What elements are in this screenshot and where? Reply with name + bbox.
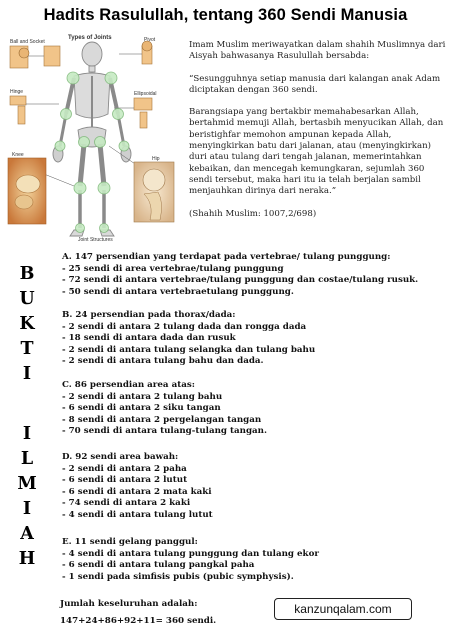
figure-label-ellipsoidal: Ellipsoidal xyxy=(134,91,157,97)
list-item: - 2 sendi di antara tulang bahu dan dada. xyxy=(62,356,264,366)
quote-paragraph-2: Barangsiapa yang bertakbir memahabesarkan Allah, bertahmid memuji Allah, bertasbih menyucikan Allah, dan beristighfar memohon ampunan kepada Allah, menyingkirkan batu dari jalanan, atau (menyingkirkan) duri atau tulang dari tengah jalanan, memerintahkan kebaikan, dan mencegah kemungkaran, sejumlah 360 sendi tersebut, maka hari itu ia telah berjalan sambil menjauhkan dirinya dari neraka.” xyxy=(189,107,444,197)
figure-label-hip: Hip xyxy=(152,156,160,162)
list-item: - 2 sendi di antara 2 paha xyxy=(62,463,187,474)
figure-label-knee: Knee xyxy=(12,152,24,158)
figure-label-pivot: Pivot xyxy=(144,37,156,43)
list-item: - 6 sendi di antara tulang pangkal paha xyxy=(62,560,255,570)
list-item: - 4 sendi di antara tulang punggung dan tulang ekor xyxy=(62,548,319,559)
hadith-quote xyxy=(189,40,447,231)
section-heading: C. 86 persendian area atas: xyxy=(62,380,195,390)
list-item: - 70 sendi di antara tulang-tulang tangan. xyxy=(62,426,268,436)
section-heading: A. 147 persendian yang terdapat pada vertebrae/ tulang punggung: xyxy=(62,252,391,262)
quote-paragraph-1: “Sesungguhnya setiap manusia dari kalangan anak Adam diciptakan dengan 360 sendi. xyxy=(189,73,441,95)
section-c xyxy=(62,380,267,438)
list-item: - 2 sendi di antara 2 tulang bahu xyxy=(62,391,223,402)
site-watermark: kanzunqalam.com xyxy=(274,598,412,620)
section-heading: D. 92 sendi area bawah: xyxy=(62,452,179,462)
side-letter: I xyxy=(22,364,32,384)
side-letter: A xyxy=(20,524,34,544)
figure-caption: Joint Structures xyxy=(78,237,113,243)
list-item: - 18 sendi di antara dada dan rusuk xyxy=(62,333,236,343)
list-item: - 1 sendi pada simfisis pubis (pubic symphysis). xyxy=(62,571,294,582)
list-item: - 6 sendi di antara 2 mata kaki xyxy=(62,486,212,497)
total-formula: 147+24+86+92+11= 360 sendi. xyxy=(60,616,217,626)
side-letter: H xyxy=(18,549,36,569)
section-heading: E. 11 sendi gelang panggul: xyxy=(62,537,198,547)
quote-intro: Imam Muslim meriwayatkan dalam shahih Muslimnya dari Aisyah bahwasanya Rasulullah bersabda: xyxy=(189,40,446,62)
list-item: - 50 sendi di antara vertebraetulang punggung. xyxy=(62,286,294,297)
list-item: - 2 sendi di antara 2 tulang dada dan rongga dada xyxy=(62,321,307,332)
side-letter: U xyxy=(19,289,35,309)
total-summary xyxy=(60,596,216,630)
section-b xyxy=(62,310,315,368)
skeleton-icon xyxy=(4,34,176,244)
list-item: - 25 sendi di area vertebrae/tulang punggung xyxy=(62,263,284,274)
side-letter: L xyxy=(20,449,34,469)
list-item: - 6 sendi di antara 2 lutut xyxy=(62,475,188,485)
side-letter: I xyxy=(22,499,32,519)
side-letter: T xyxy=(20,339,34,359)
total-label: Jumlah keseluruhan adalah: xyxy=(60,599,198,609)
section-e xyxy=(62,537,319,583)
side-vertical-text xyxy=(12,262,42,572)
list-item: - 74 sendi di antara 2 kaki xyxy=(62,498,191,508)
list-item: - 6 sendi di antara 2 siku tangan xyxy=(62,403,221,413)
list-item: - 4 sendi di antara tulang lutut xyxy=(62,509,213,520)
figure-heading: Types of Joints xyxy=(68,35,112,41)
list-item: - 2 sendi di antara tulang selangka dan tulang bahu xyxy=(62,344,316,355)
quote-source: (Shahih Muslim: 1007,2/698) xyxy=(189,208,317,219)
list-item: - 8 sendi di antara 2 pergelangan tangan xyxy=(62,414,262,425)
side-word-bukti xyxy=(12,262,42,387)
side-letter: I xyxy=(22,424,32,444)
side-letter: K xyxy=(19,314,35,334)
section-a xyxy=(62,252,418,298)
side-letter: M xyxy=(17,474,37,494)
figure-label-hinge: Hinge xyxy=(10,89,24,95)
list-item: - 72 sendi di antara vertebrae/tulang punggung dan costae/tulang rusuk. xyxy=(62,275,419,285)
joints-illustration xyxy=(4,34,176,244)
section-d xyxy=(62,452,213,521)
section-heading: B. 24 persendian pada thorax/dada: xyxy=(62,310,236,320)
page-title: Hadits Rasulullah, tentang 360 Sendi Manusia xyxy=(43,6,408,24)
figure-label-ball-socket: Ball and Socket xyxy=(10,39,45,45)
side-word-ilmiah xyxy=(12,422,42,572)
side-letter: B xyxy=(19,264,35,284)
